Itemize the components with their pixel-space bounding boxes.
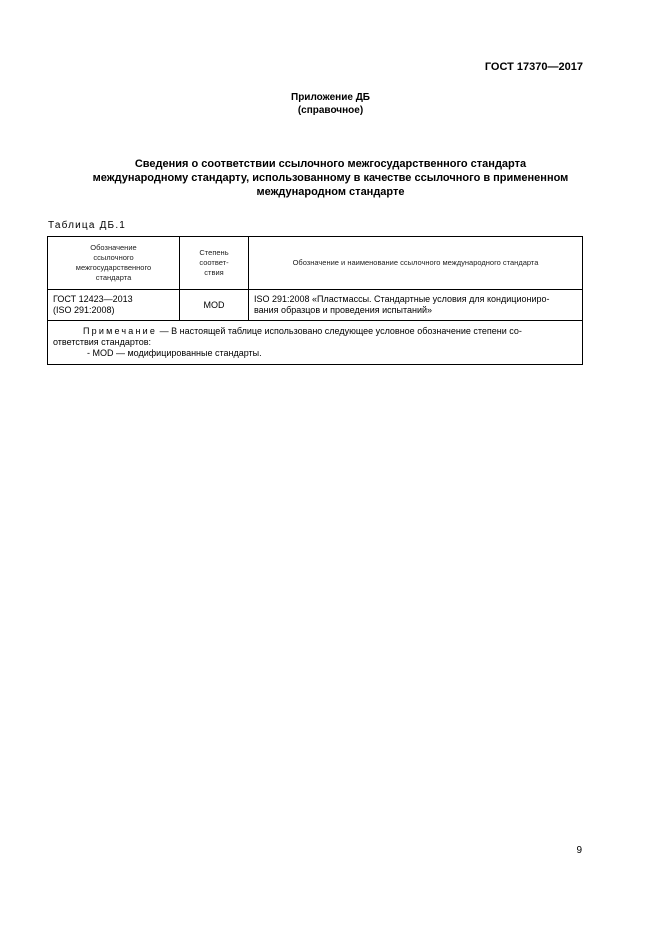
note-dash: — xyxy=(159,325,169,336)
cell-text: ISO 291:2008 «Пластмассы. Стандартные условия для кондициониро- xyxy=(254,294,550,304)
heading-line: международном стандарте xyxy=(256,186,405,198)
appendix-title-block xyxy=(0,91,661,117)
cell-text: ГОСТ 12423—2013 xyxy=(53,294,133,304)
heading-line: Сведения о соответствии ссылочного межгосударственного стандарта xyxy=(134,158,527,170)
correspondence-table xyxy=(47,236,583,365)
table-header-row xyxy=(48,237,583,290)
cell-degree: MOD xyxy=(180,290,249,321)
column-header-designation xyxy=(48,237,180,290)
page-number: 9 xyxy=(576,845,582,856)
cell-designation xyxy=(48,290,180,321)
header-text: Обозначение и наименование ссылочного международного стандарта xyxy=(292,258,539,267)
header-text: межгосударственного xyxy=(75,263,152,272)
header-text: ствия xyxy=(204,268,224,277)
column-header-degree xyxy=(180,237,249,290)
standard-number: ГОСТ 17370—2017 xyxy=(484,61,583,73)
table-note-row xyxy=(48,321,583,365)
cell-international xyxy=(249,290,583,321)
note-list-item: - MOD — модифицированные стандарты. xyxy=(87,347,262,358)
header-text: Степень xyxy=(199,248,229,257)
note-label: Примечание xyxy=(83,325,158,336)
note-text: В настоящей таблице использовано следующее условное обозначение степени со- xyxy=(171,325,522,336)
header-text: соответ- xyxy=(199,258,229,267)
header-text: ссылочного xyxy=(93,253,134,262)
cell-text: вания образцов и проведения испытаний» xyxy=(254,305,433,315)
note-line: ответствия стандартов: xyxy=(53,336,152,347)
table-row xyxy=(48,290,583,321)
header-text: Обозначение xyxy=(90,243,137,252)
appendix-subtitle: (справочное) xyxy=(297,105,364,116)
section-heading xyxy=(60,157,601,199)
cell-text: (ISO 291:2008) xyxy=(53,305,115,315)
table-caption: Таблица ДБ.1 xyxy=(48,220,127,231)
appendix-title: Приложение ДБ xyxy=(291,92,370,103)
heading-line: международному стандарту, использованному в качестве ссылочного в примененном xyxy=(92,172,569,184)
header-text: стандарта xyxy=(95,273,132,282)
note-line xyxy=(53,326,577,337)
column-header-international xyxy=(249,237,583,290)
table-note xyxy=(48,321,583,365)
